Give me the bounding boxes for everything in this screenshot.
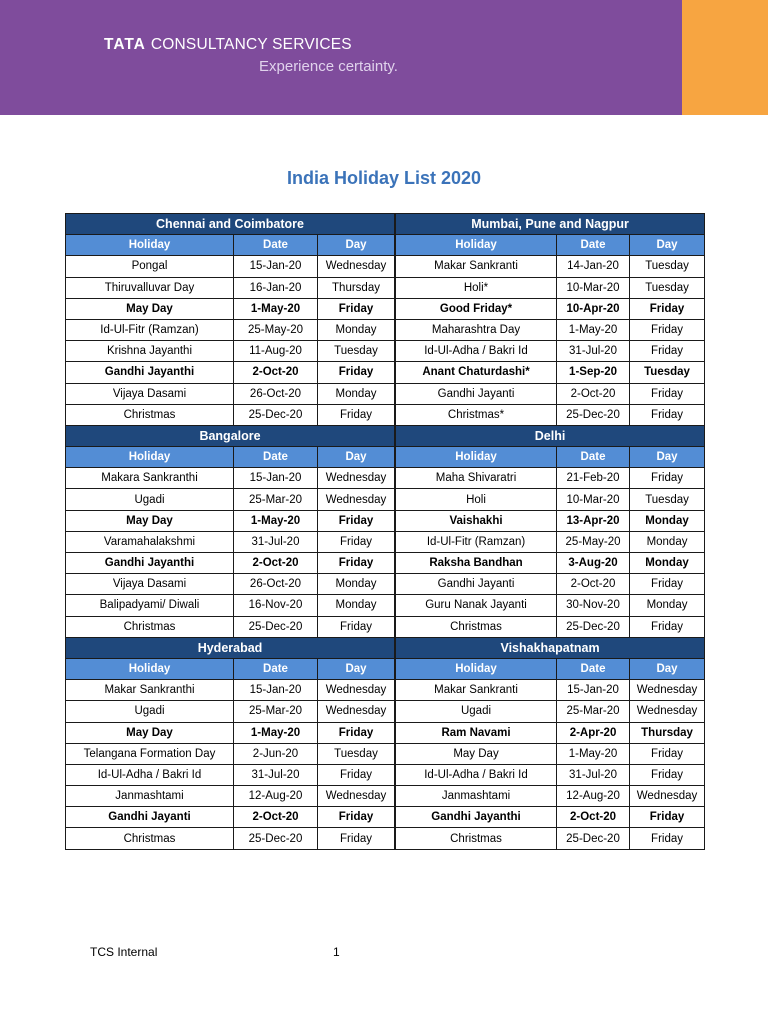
brand-name: TATA xyxy=(104,36,146,53)
table-row xyxy=(66,468,705,489)
table-row xyxy=(66,722,705,743)
column-header-row xyxy=(66,235,705,256)
holiday-name: Ram Navami xyxy=(396,722,557,743)
holiday-day: Friday xyxy=(630,298,705,319)
holiday-date: 31-Jul-20 xyxy=(557,764,630,785)
holiday-date: 16-Jan-20 xyxy=(234,277,318,298)
holiday-date: 31-Jul-20 xyxy=(557,341,630,362)
holiday-name: Vaishakhi xyxy=(396,510,557,531)
holiday-day: Friday xyxy=(318,764,395,785)
holiday-day: Monday xyxy=(318,574,395,595)
holiday-name: May Day xyxy=(66,722,234,743)
holiday-date: 1-May-20 xyxy=(557,319,630,340)
holiday-name: Ugadi xyxy=(396,701,557,722)
holiday-date: 14-Jan-20 xyxy=(557,256,630,277)
holiday-name: Makar Sankranti xyxy=(396,680,557,701)
holiday-date: 3-Aug-20 xyxy=(557,553,630,574)
holiday-name: Balipadyami/ Diwali xyxy=(66,595,234,616)
column-header-holiday: Holiday xyxy=(66,447,234,468)
holiday-day: Friday xyxy=(318,722,395,743)
holiday-date: 25-Dec-20 xyxy=(234,616,318,637)
holiday-name: Id-Ul-Fitr (Ramzan) xyxy=(66,319,234,340)
holiday-name: Gandhi Jayanthi xyxy=(66,553,234,574)
holiday-day: Monday xyxy=(318,383,395,404)
holiday-day: Monday xyxy=(630,553,705,574)
holiday-date: 26-Oct-20 xyxy=(234,383,318,404)
location-header: Vishakhapatnam xyxy=(396,637,705,658)
location-header: Mumbai, Pune and Nagpur xyxy=(396,214,705,235)
table-row xyxy=(66,616,705,637)
holiday-name: Raksha Bandhan xyxy=(396,553,557,574)
column-header-holiday: Holiday xyxy=(396,447,557,468)
holiday-day: Monday xyxy=(318,319,395,340)
holiday-date: 25-May-20 xyxy=(234,319,318,340)
holiday-day: Wednesday xyxy=(318,468,395,489)
holiday-date: 12-Aug-20 xyxy=(234,786,318,807)
holiday-day: Tuesday xyxy=(318,743,395,764)
holiday-day: Friday xyxy=(318,616,395,637)
column-header-date: Date xyxy=(557,235,630,256)
holiday-day: Friday xyxy=(630,468,705,489)
holiday-day: Friday xyxy=(630,828,705,849)
holiday-day: Tuesday xyxy=(630,489,705,510)
column-header-row xyxy=(66,658,705,679)
location-header-row xyxy=(66,425,705,446)
holiday-name: Gandhi Jayanti xyxy=(396,383,557,404)
holiday-date: 1-May-20 xyxy=(234,510,318,531)
holiday-name: Telangana Formation Day xyxy=(66,743,234,764)
holiday-name: Ugadi xyxy=(66,489,234,510)
holiday-day: Friday xyxy=(630,341,705,362)
holiday-day: Friday xyxy=(318,404,395,425)
table-row xyxy=(66,595,705,616)
holiday-date: 2-Oct-20 xyxy=(234,553,318,574)
table-row xyxy=(66,701,705,722)
holiday-name: Vijaya Dasami xyxy=(66,574,234,595)
holiday-day: Monday xyxy=(318,595,395,616)
table-row xyxy=(66,574,705,595)
holiday-name: Id-Ul-Adha / Bakri Id xyxy=(66,764,234,785)
holiday-date: 31-Jul-20 xyxy=(234,764,318,785)
holiday-date: 15-Jan-20 xyxy=(234,256,318,277)
holiday-name: Guru Nanak Jayanti xyxy=(396,595,557,616)
holiday-day: Friday xyxy=(630,574,705,595)
location-header-row xyxy=(66,214,705,235)
table-row xyxy=(66,786,705,807)
table-row xyxy=(66,680,705,701)
holiday-date: 25-Dec-20 xyxy=(234,404,318,425)
page-title: India Holiday List 2020 xyxy=(286,168,482,188)
holiday-day: Friday xyxy=(630,404,705,425)
column-header-holiday: Holiday xyxy=(396,235,557,256)
holiday-date: 2-Jun-20 xyxy=(234,743,318,764)
holiday-day: Friday xyxy=(318,553,395,574)
holiday-name: Makar Sankranthi xyxy=(66,680,234,701)
table-row xyxy=(66,510,705,531)
holiday-day: Friday xyxy=(318,362,395,383)
holiday-day: Friday xyxy=(318,807,395,828)
holiday-date: 2-Oct-20 xyxy=(557,383,630,404)
company-name: CONSULTANCY SERVICES xyxy=(150,36,352,53)
column-header-holiday: Holiday xyxy=(66,235,234,256)
holiday-date: 2-Oct-20 xyxy=(234,362,318,383)
location-header-row xyxy=(66,637,705,658)
table-row xyxy=(66,489,705,510)
column-header-date: Date xyxy=(557,658,630,679)
holiday-date: 25-Dec-20 xyxy=(557,828,630,849)
holiday-day: Friday xyxy=(318,828,395,849)
column-header-day: Day xyxy=(630,447,705,468)
holiday-day: Friday xyxy=(630,743,705,764)
holiday-name: May Day xyxy=(66,510,234,531)
column-header-day: Day xyxy=(318,658,395,679)
holiday-name: Gandhi Jayanthi xyxy=(396,807,557,828)
holiday-day: Monday xyxy=(630,531,705,552)
holiday-day: Monday xyxy=(630,510,705,531)
holiday-date: 10-Apr-20 xyxy=(557,298,630,319)
holiday-date: 1-May-20 xyxy=(234,298,318,319)
holiday-date: 25-Mar-20 xyxy=(557,701,630,722)
holiday-date: 25-May-20 xyxy=(557,531,630,552)
holiday-date: 15-Jan-20 xyxy=(234,680,318,701)
holiday-day: Friday xyxy=(318,531,395,552)
holiday-day: Wednesday xyxy=(318,256,395,277)
holiday-date: 15-Jan-20 xyxy=(234,468,318,489)
header-accent-block xyxy=(682,0,768,115)
holiday-day: Friday xyxy=(630,764,705,785)
holiday-day: Friday xyxy=(318,298,395,319)
holiday-date: 2-Oct-20 xyxy=(234,807,318,828)
holiday-date: 21-Feb-20 xyxy=(557,468,630,489)
holiday-name: Gandhi Jayanti xyxy=(396,574,557,595)
holiday-date: 11-Aug-20 xyxy=(234,341,318,362)
holiday-name: Gandhi Jayanti xyxy=(66,807,234,828)
column-header-row xyxy=(66,447,705,468)
holiday-name: Christmas xyxy=(66,404,234,425)
holiday-date: 10-Mar-20 xyxy=(557,277,630,298)
table-row xyxy=(66,341,705,362)
holiday-date: 25-Dec-20 xyxy=(234,828,318,849)
holiday-name: Vijaya Dasami xyxy=(66,383,234,404)
table-row xyxy=(66,743,705,764)
holiday-date: 2-Oct-20 xyxy=(557,574,630,595)
holiday-day: Tuesday xyxy=(630,362,705,383)
location-header: Chennai and Coimbatore xyxy=(66,214,395,235)
company-tagline: Experience certainty. xyxy=(259,58,398,75)
holiday-name: Maha Shivaratri xyxy=(396,468,557,489)
holiday-name: Christmas xyxy=(396,828,557,849)
column-header-date: Date xyxy=(234,658,318,679)
column-header-day: Day xyxy=(630,235,705,256)
holiday-name: Id-Ul-Adha / Bakri Id xyxy=(396,764,557,785)
holiday-date: 10-Mar-20 xyxy=(557,489,630,510)
holiday-day: Tuesday xyxy=(630,256,705,277)
table-row xyxy=(66,764,705,785)
table-row xyxy=(66,553,705,574)
holiday-day: Wednesday xyxy=(318,701,395,722)
holiday-date: 12-Aug-20 xyxy=(557,786,630,807)
holiday-name: Holi xyxy=(396,489,557,510)
column-header-holiday: Holiday xyxy=(66,658,234,679)
holiday-table xyxy=(65,213,705,850)
holiday-day: Thursday xyxy=(318,277,395,298)
holiday-day: Friday xyxy=(318,510,395,531)
holiday-day: Friday xyxy=(630,319,705,340)
company-logo xyxy=(104,36,352,54)
holiday-day: Thursday xyxy=(630,722,705,743)
holiday-date: 25-Mar-20 xyxy=(234,701,318,722)
holiday-date: 25-Mar-20 xyxy=(234,489,318,510)
holiday-date: 1-May-20 xyxy=(557,743,630,764)
holiday-date: 1-Sep-20 xyxy=(557,362,630,383)
footer-label: TCS Internal xyxy=(90,945,158,959)
location-header: Delhi xyxy=(396,425,705,446)
holiday-day: Monday xyxy=(630,595,705,616)
column-header-day: Day xyxy=(318,447,395,468)
holiday-name: Pongal xyxy=(66,256,234,277)
holiday-name: Good Friday* xyxy=(396,298,557,319)
holiday-date: 15-Jan-20 xyxy=(557,680,630,701)
holiday-day: Wednesday xyxy=(630,701,705,722)
holiday-name: Christmas xyxy=(66,828,234,849)
table-row xyxy=(66,828,705,849)
holiday-name: Maharashtra Day xyxy=(396,319,557,340)
holiday-name: Christmas xyxy=(396,616,557,637)
holiday-date: 2-Apr-20 xyxy=(557,722,630,743)
table-row xyxy=(66,319,705,340)
column-header-date: Date xyxy=(557,447,630,468)
holiday-name: May Day xyxy=(396,743,557,764)
holiday-day: Tuesday xyxy=(318,341,395,362)
holiday-date: 1-May-20 xyxy=(234,722,318,743)
holiday-date: 25-Dec-20 xyxy=(557,616,630,637)
holiday-day: Wednesday xyxy=(318,489,395,510)
page-number: 1 xyxy=(333,945,340,959)
location-header: Bangalore xyxy=(66,425,395,446)
holiday-name: Makar Sankranti xyxy=(396,256,557,277)
holiday-day: Wednesday xyxy=(318,680,395,701)
column-header-holiday: Holiday xyxy=(396,658,557,679)
holiday-name: Ugadi xyxy=(66,701,234,722)
holiday-name: Krishna Jayanthi xyxy=(66,341,234,362)
holiday-day: Friday xyxy=(630,383,705,404)
holiday-date: 16-Nov-20 xyxy=(234,595,318,616)
column-header-day: Day xyxy=(318,235,395,256)
table-row xyxy=(66,404,705,425)
holiday-name: Janmashtami xyxy=(66,786,234,807)
holiday-name: Janmashtami xyxy=(396,786,557,807)
holiday-date: 13-Apr-20 xyxy=(557,510,630,531)
table-row xyxy=(66,383,705,404)
column-header-day: Day xyxy=(630,658,705,679)
table-row xyxy=(66,277,705,298)
holiday-name: Anant Chaturdashi* xyxy=(396,362,557,383)
holiday-day: Wednesday xyxy=(630,680,705,701)
holiday-name: Christmas* xyxy=(396,404,557,425)
holiday-name: Thiruvalluvar Day xyxy=(66,277,234,298)
holiday-day: Friday xyxy=(630,616,705,637)
holiday-name: Holi* xyxy=(396,277,557,298)
holiday-day: Wednesday xyxy=(318,786,395,807)
holiday-day: Tuesday xyxy=(630,277,705,298)
table-row xyxy=(66,807,705,828)
table-row xyxy=(66,531,705,552)
location-header: Hyderabad xyxy=(66,637,395,658)
holiday-day: Wednesday xyxy=(630,786,705,807)
table-row xyxy=(66,298,705,319)
holiday-date: 2-Oct-20 xyxy=(557,807,630,828)
holiday-date: 31-Jul-20 xyxy=(234,531,318,552)
table-row xyxy=(66,362,705,383)
holiday-day: Friday xyxy=(630,807,705,828)
holiday-name: Gandhi Jayanthi xyxy=(66,362,234,383)
holiday-name: Varamahalakshmi xyxy=(66,531,234,552)
holiday-name: May Day xyxy=(66,298,234,319)
holiday-name: Makara Sankranthi xyxy=(66,468,234,489)
column-header-date: Date xyxy=(234,447,318,468)
holiday-name: Christmas xyxy=(66,616,234,637)
holiday-table-body xyxy=(66,214,705,850)
holiday-name: Id-Ul-Adha / Bakri Id xyxy=(396,341,557,362)
holiday-date: 30-Nov-20 xyxy=(557,595,630,616)
holiday-date: 25-Dec-20 xyxy=(557,404,630,425)
header-banner xyxy=(0,0,682,115)
holiday-name: Id-Ul-Fitr (Ramzan) xyxy=(396,531,557,552)
table-row xyxy=(66,256,705,277)
column-header-date: Date xyxy=(234,235,318,256)
holiday-date: 26-Oct-20 xyxy=(234,574,318,595)
